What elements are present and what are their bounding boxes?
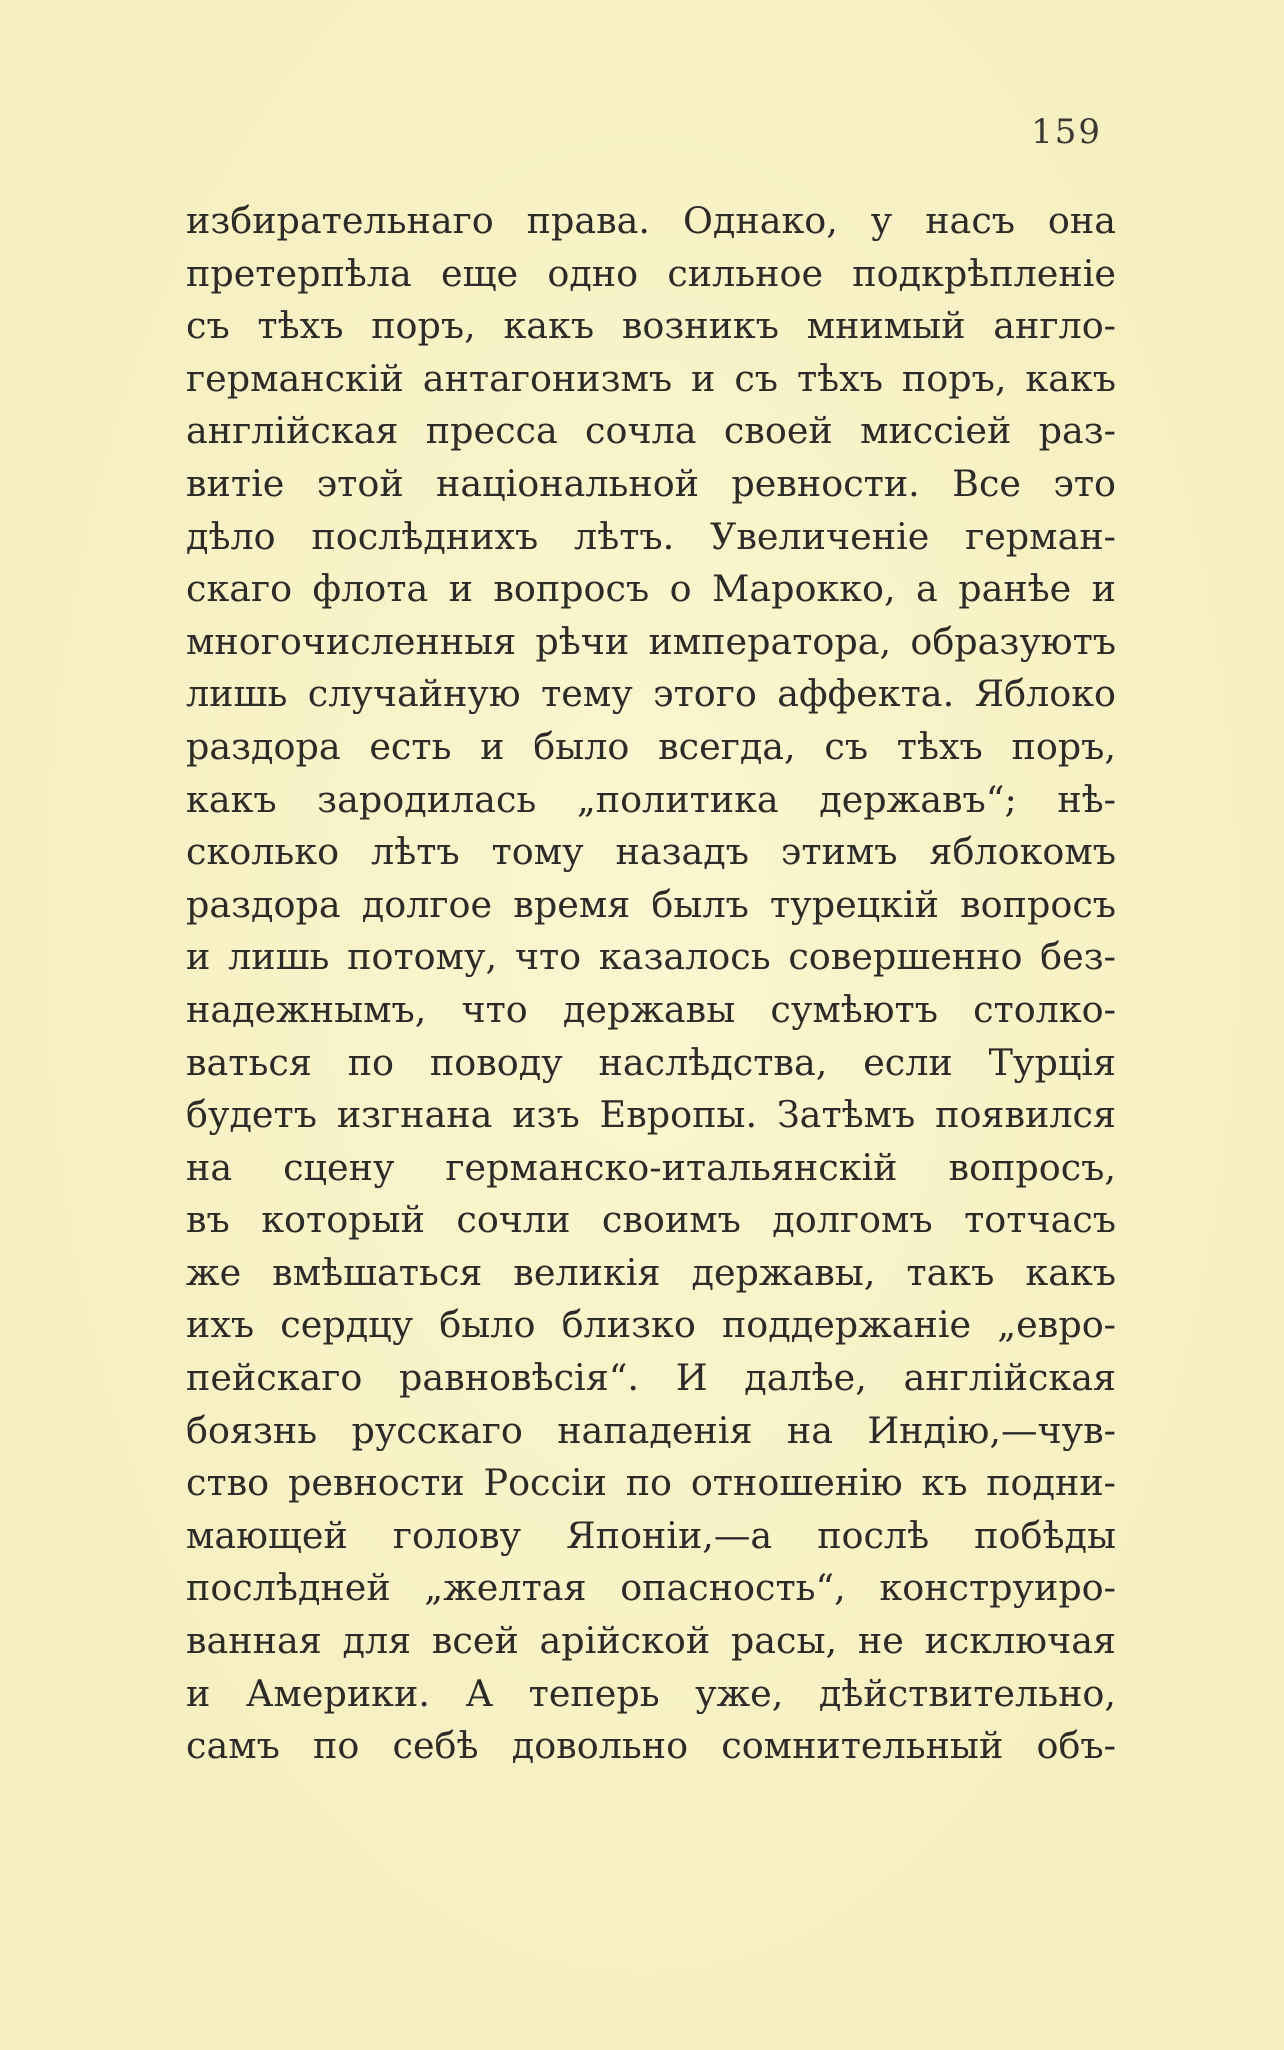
text-line: дѣло послѣднихъ лѣтъ. Увеличеніе герман- xyxy=(186,514,1116,558)
text-line: ваться по поводу наслѣдства, если Турція xyxy=(186,1040,1116,1084)
text-line: избирательнаго права. Однако, у насъ она xyxy=(186,199,1116,242)
text-line: сколько лѣтъ тому назадъ этимъ яблокомъ xyxy=(186,830,1116,874)
page-number: 159 xyxy=(1031,112,1102,152)
text-line: ихъ сердцу было близко поддержаніе „евро- xyxy=(186,1303,1116,1347)
text-line: англійская пресса сочла своей миссіей раз- xyxy=(186,409,1116,453)
text-line: самъ по себѣ довольно сомнительный объ- xyxy=(186,1724,1116,1768)
text-line: будетъ изгнана изъ Европы. Затѣмъ появился xyxy=(186,1093,1116,1137)
text-line: послѣдней „желтая опасность“, конструиро- xyxy=(186,1566,1116,1610)
text-line: надежнымъ, что державы сумѣютъ столко- xyxy=(186,987,1116,1031)
body-text xyxy=(186,195,1116,1773)
text-line: витіе этой національной ревности. Все это xyxy=(186,461,1116,505)
text-line: и лишь потому, что казалось совершенно без- xyxy=(186,935,1116,979)
text-line: боязнь русскаго нападенія на Индію,—чув- xyxy=(186,1408,1116,1452)
text-line: лишь случайную тему этого аффекта. Яблоко xyxy=(186,672,1116,716)
text-line: претерпѣла еще одно сильное подкрѣпленіе xyxy=(186,251,1116,295)
text-line: многочисленныя рѣчи императора, образуютъ xyxy=(186,619,1116,663)
text-line: пейскаго равновѣсія“. И далѣе, англійская xyxy=(186,1356,1116,1400)
text-line: въ который сочли своимъ долгомъ тотчасъ xyxy=(186,1198,1116,1242)
text-line: скаго флота и вопросъ о Марокко, а ранѣе и xyxy=(186,567,1116,611)
text-line: же вмѣшаться великія державы, такъ какъ xyxy=(186,1250,1116,1294)
text-line: какъ зародилась „политика державъ“; нѣ- xyxy=(186,777,1116,821)
text-line: на сцену германско-итальянскій вопросъ, xyxy=(186,1145,1116,1189)
text-line: ство ревности Россіи по отношенію къ подни- xyxy=(186,1461,1116,1505)
text-line: раздора есть и было всегда, съ тѣхъ поръ, xyxy=(186,724,1116,768)
text-line: раздора долгое время былъ турецкій вопросъ xyxy=(186,882,1116,926)
text-line: германскій антагонизмъ и съ тѣхъ поръ, какъ xyxy=(186,356,1116,400)
text-line: съ тѣхъ поръ, какъ возникъ мнимый англо- xyxy=(186,304,1116,348)
text-line: и Америки. А теперь уже, дѣйствительно, xyxy=(186,1671,1116,1715)
text-line: ванная для всей арійской расы, не исключая xyxy=(186,1619,1116,1663)
text-line: мающей голову Японіи,—а послѣ побѣды xyxy=(186,1513,1116,1557)
